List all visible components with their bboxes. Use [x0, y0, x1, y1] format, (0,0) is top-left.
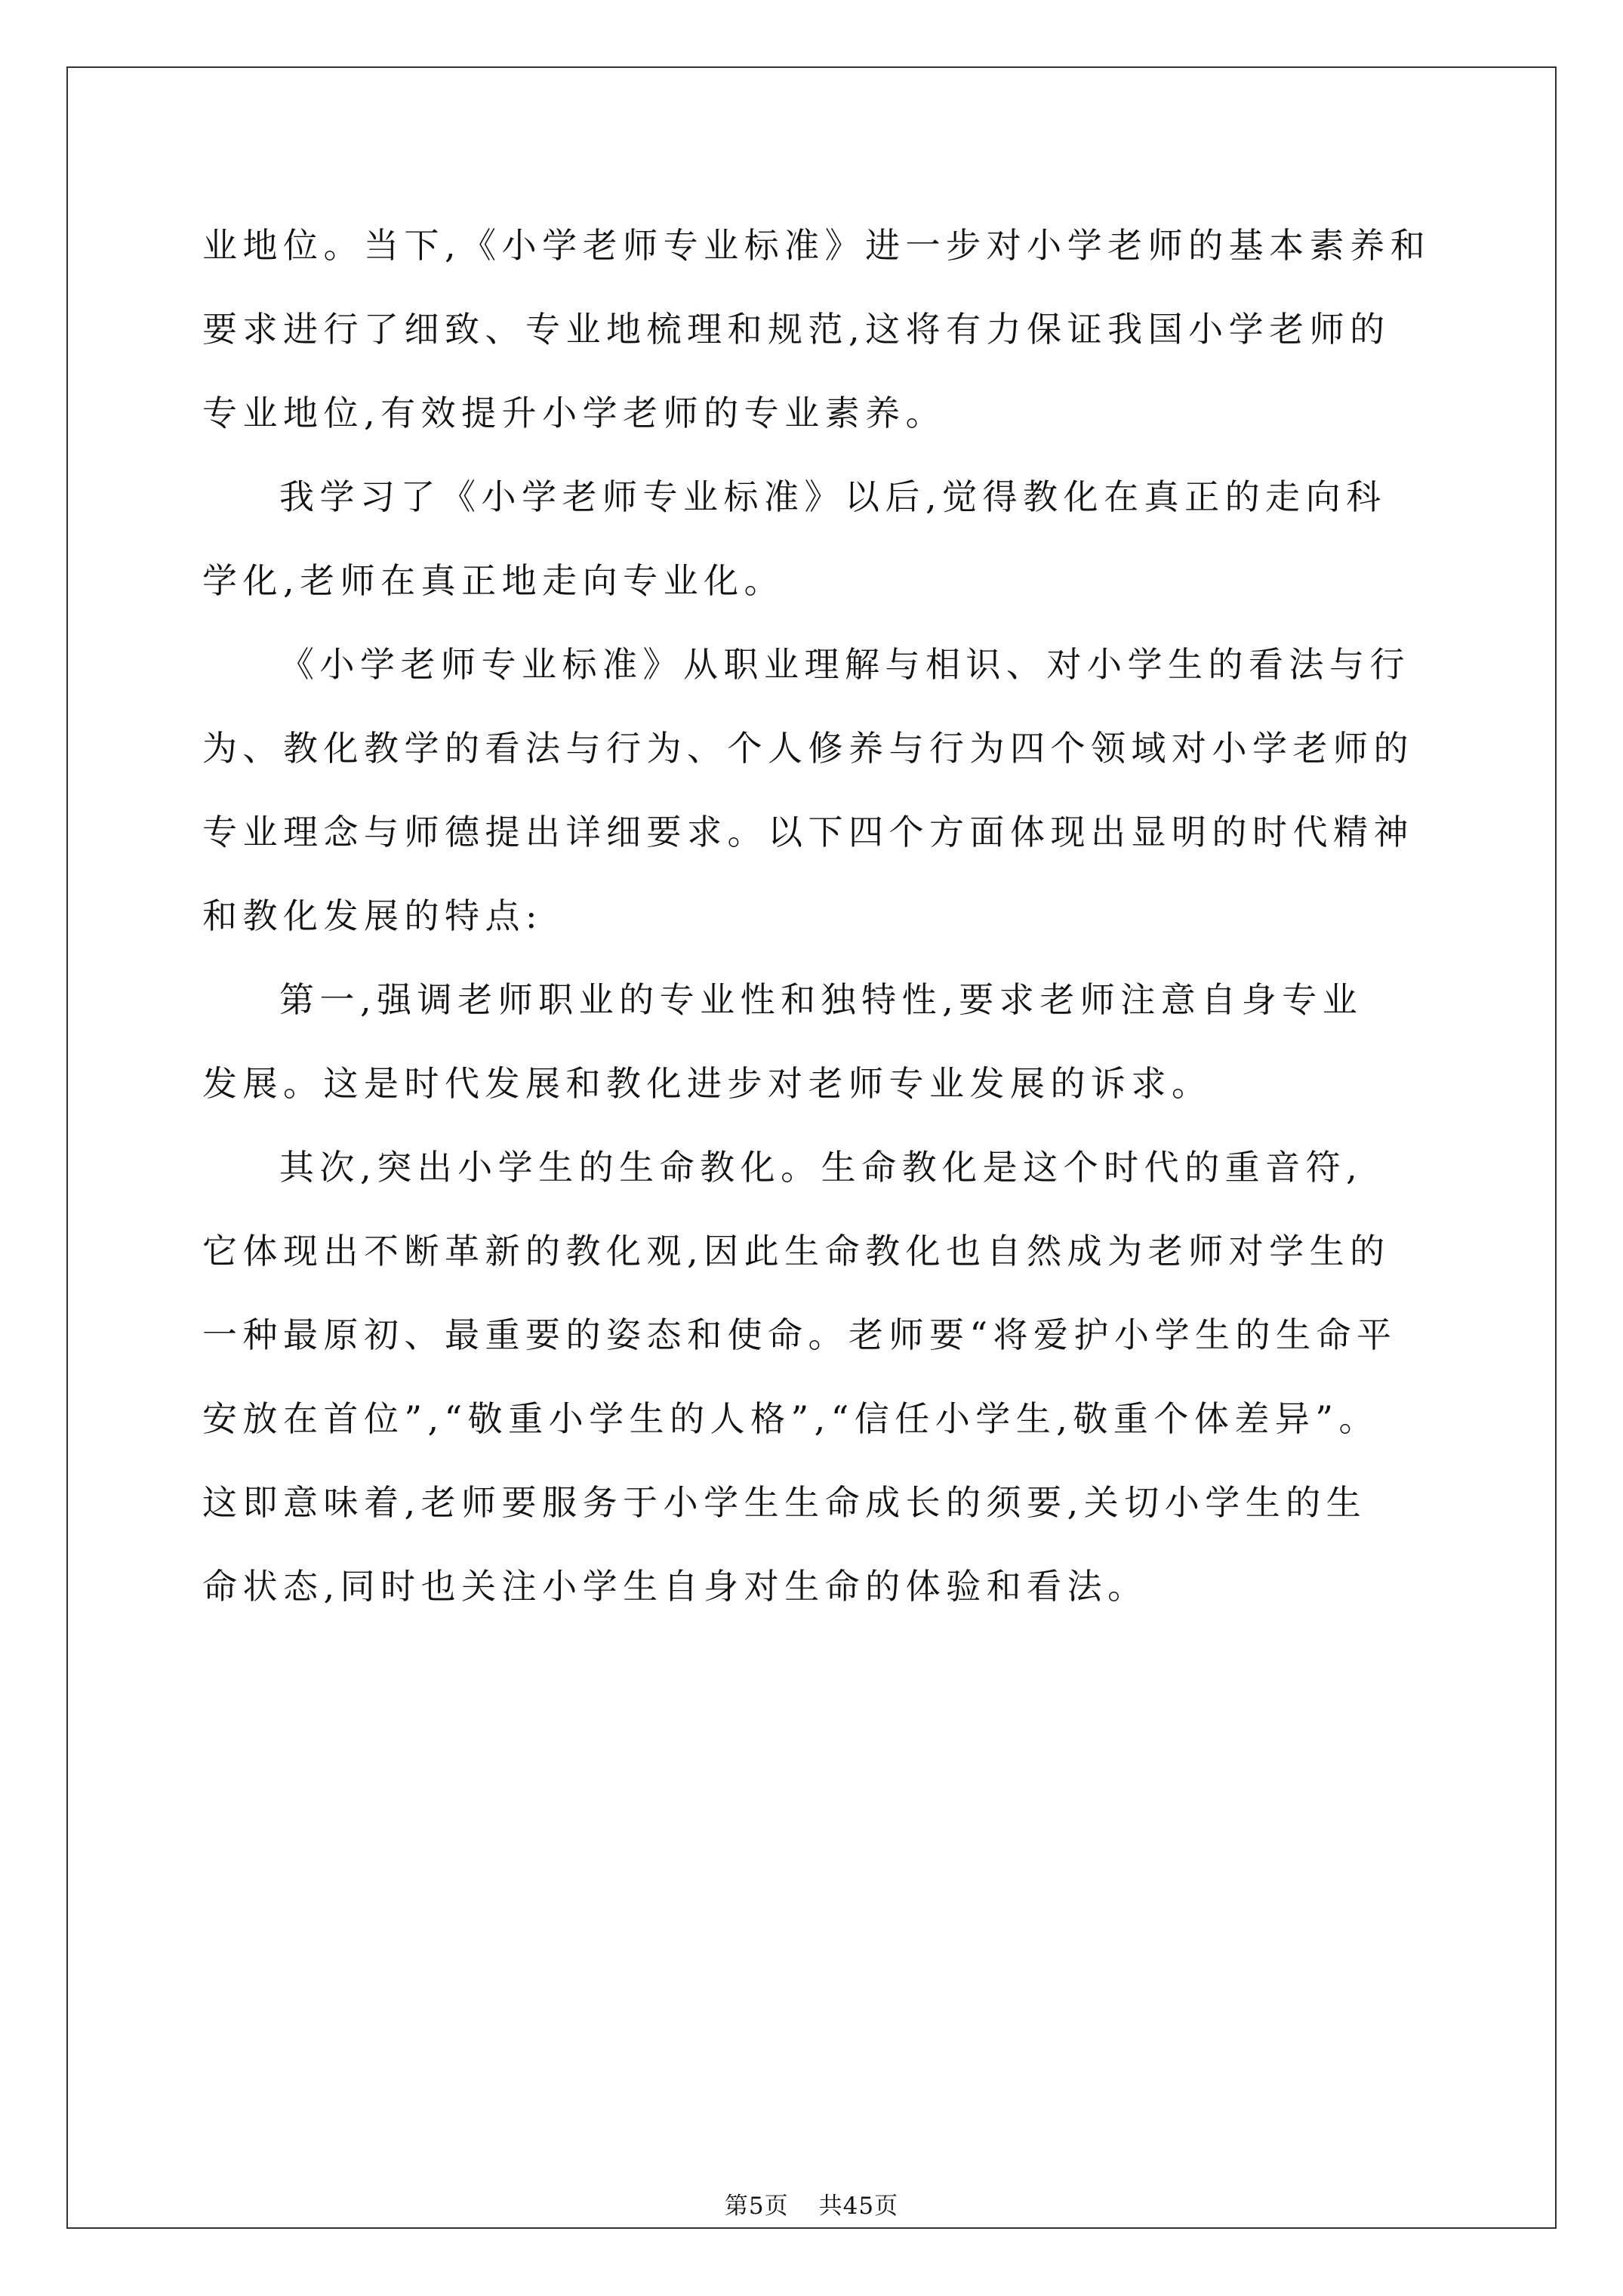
text-line: 这即意味着,老师要服务于小学生生命成长的须要,关切小学生的生	[202, 1482, 1367, 1523]
text-line: 为、教化教学的看法与行为、个人修养与行为四个领域对小学老师的	[202, 728, 1414, 769]
text-line: 专业理念与师德提出详细要求。以下四个方面体现出显明的时代精神	[202, 812, 1414, 852]
paragraph-start-line: 《小学老师专业标准》从职业理解与相识、对小学生的看法与行	[279, 644, 1410, 685]
paragraph-start-line: 其次,突出小学生的生命教化。生命教化是这个时代的重音符,	[279, 1147, 1363, 1188]
paragraph-start-line: 我学习了《小学老师专业标准》以后,觉得教化在真正的走向科	[279, 476, 1387, 517]
page-number: 第5页	[724, 2193, 789, 2220]
text-line: 专业地位,有效提升小学老师的专业素养。	[202, 393, 947, 433]
text-line: 它体现出不断革新的教化观,因此生命教化也自然成为老师对学生的	[202, 1231, 1390, 1271]
text-line: 学化,老师在真正地走向专业化。	[202, 560, 785, 601]
text-line: 要求进行了细致、专业地梳理和规范,这将有力保证我国小学老师的	[202, 309, 1390, 350]
page-footer	[0, 2187, 1623, 2220]
text-line: 一种最原初、最重要的姿态和使命。老师要“将爱护小学生的生命平	[202, 1314, 1397, 1355]
text-line: 发展。这是时代发展和教化进步对老师专业发展的诉求。	[202, 1063, 1212, 1104]
paragraph-start-line: 第一,强调老师职业的专业性和独特性,要求老师注意自身专业	[279, 979, 1363, 1020]
text-line: 命状态,同时也关注小学生自身对生命的体验和看法。	[202, 1566, 1148, 1607]
text-line: 安放在首位”,“敬重小学生的人格”,“信任小学生,敬重个体差异”。	[202, 1398, 1379, 1439]
text-line: 业地位。当下,《小学老师专业标准》进一步对小学老师的基本素养和	[202, 225, 1431, 266]
text-line: 和教化发展的特点:	[202, 895, 543, 936]
page-total: 共45页	[818, 2193, 899, 2220]
